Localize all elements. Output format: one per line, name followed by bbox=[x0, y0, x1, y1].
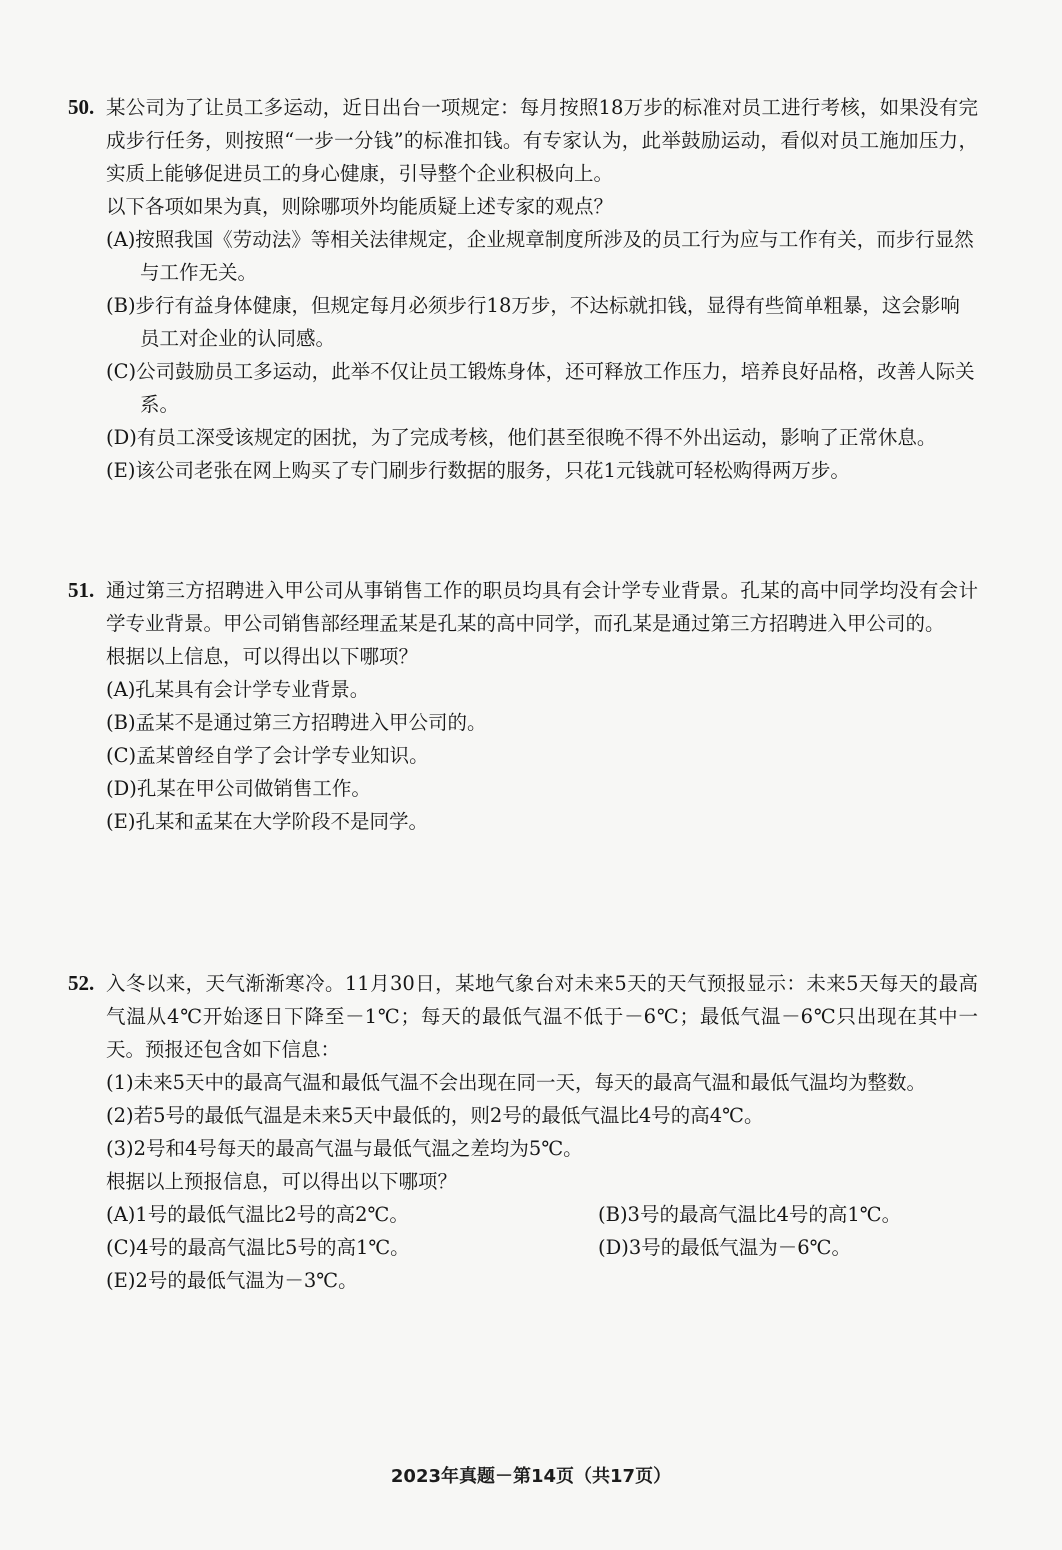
option-e: (E)2号的最低气温为－3℃。 bbox=[106, 1269, 358, 1292]
option-e: (E)该公司老张在网上购买了专门刷步行数据的服务，只花1元钱就可轻松购得两万步。 bbox=[106, 459, 850, 482]
question-52 bbox=[68, 967, 978, 1297]
option-e: (E)孔某和孟某在大学阶段不是同学。 bbox=[106, 810, 428, 833]
option-c: (C)4号的最高气温比5号的高1℃。 bbox=[106, 1236, 410, 1259]
question-stem: 入冬以来，天气渐渐寒冷。11月30日，某地气象台对未来5天的天气预报显示：未来5天每天的最高气温从4℃开始逐日下降至－1℃；每天的最低气温不低于－6℃；最低气温－6℃只出现在其中一天。预报还包含如下信息： bbox=[106, 972, 978, 1061]
question-prompt: 根据以上信息，可以得出以下哪项？ bbox=[106, 645, 419, 668]
question-51 bbox=[68, 574, 978, 838]
option-d: (D)有员工深受该规定的困扰，为了完成考核，他们甚至很晚不得不外出运动，影响了正常休息。 bbox=[106, 426, 937, 449]
condition-1: (1)未来5天中的最高气温和最低气温不会出现在同一天，每天的最高气温和最低气温均为整数。 bbox=[106, 1071, 927, 1094]
question-prompt: 以下各项如果为真，则除哪项外均能质疑上述专家的观点？ bbox=[106, 195, 614, 218]
option-a: (A)按照我国《劳动法》等相关法律规定，企业规章制度所涉及的员工行为应与工作有关，而步行显然与工作无关。 bbox=[106, 228, 974, 284]
option-a: (A)孔某具有会计学专业背景。 bbox=[106, 678, 370, 701]
question-number: 52. bbox=[68, 971, 95, 995]
option-d: (D)孔某在甲公司做销售工作。 bbox=[106, 777, 371, 800]
options-grid bbox=[106, 1198, 978, 1297]
question-50 bbox=[68, 91, 978, 487]
option-c: (C)公司鼓励员工多运动，此举不仅让员工锻炼身体，还可释放工作压力，培养良好品格，改善人际关系。 bbox=[106, 360, 975, 416]
option-a: (A)1号的最低气温比2号的高2℃。 bbox=[106, 1203, 409, 1226]
option-c: (C)孟某曾经自学了会计学专业知识。 bbox=[106, 744, 429, 767]
option-b: (B)孟某不是通过第三方招聘进入甲公司的。 bbox=[106, 711, 487, 734]
condition-3: (3)2号和4号每天的最高气温与最低气温之差均为5℃。 bbox=[106, 1137, 583, 1160]
question-number: 51. bbox=[68, 578, 95, 602]
question-stem: 某公司为了让员工多运动，近日出台一项规定：每月按照18万步的标准对员工进行考核，如果没有完成步行任务，则按照“一步一分钱”的标准扣钱。有专家认为，此举鼓励运动，看似对员工施加压力，实质上能够促进员工的身心健康，引导整个企业积极向上。 bbox=[106, 96, 978, 185]
option-b: (B)步行有益身体健康，但规定每月必须步行18万步，不达标就扣钱，显得有些简单粗暴，这会影响员工对企业的认同感。 bbox=[106, 294, 960, 350]
option-b: (B)3号的最高气温比4号的高1℃。 bbox=[598, 1203, 902, 1226]
option-d: (D)3号的最低气温为－6℃。 bbox=[598, 1236, 851, 1259]
question-number: 50. bbox=[68, 95, 95, 119]
question-stem: 通过第三方招聘进入甲公司从事销售工作的职员均具有会计学专业背景。孔某的高中同学均没有会计学专业背景。甲公司销售部经理孟某是孔某的高中同学，而孔某是通过第三方招聘进入甲公司的。 bbox=[106, 579, 978, 635]
question-prompt: 根据以上预报信息，可以得出以下哪项？ bbox=[106, 1170, 458, 1193]
condition-2: (2)若5号的最低气温是未来5天中最低的，则2号的最低气温比4号的高4℃。 bbox=[106, 1104, 764, 1127]
page-footer: 2023年真题－第14页（共17页） bbox=[390, 1466, 672, 1487]
